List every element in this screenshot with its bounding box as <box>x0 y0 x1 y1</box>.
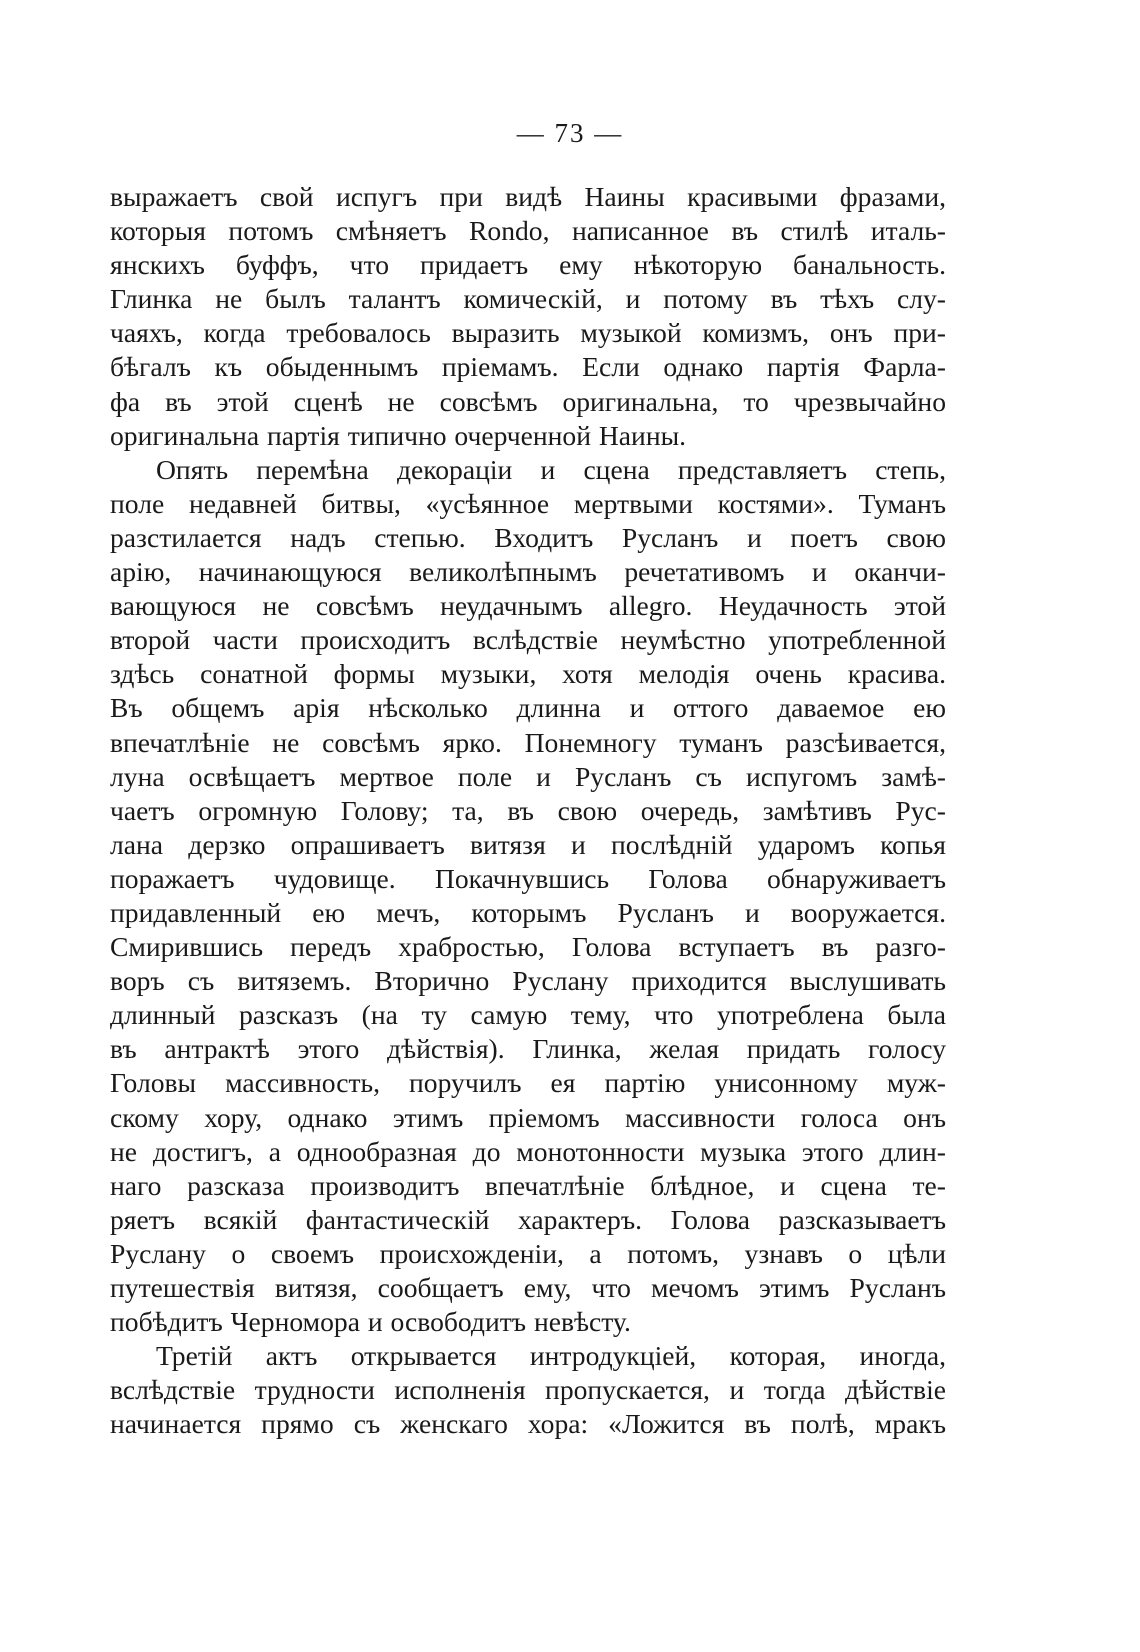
text-line: Третій актъ открывается интродукціей, которая, иногда, <box>156 1340 946 1372</box>
text-line: Глинка не былъ талантъ комическій, и потому въ тѣхъ слу- <box>110 283 946 315</box>
text-line: янскихъ буффъ, что придаетъ ему нѣкоторую банальность. <box>110 249 946 281</box>
text-line: не достигъ, а однообразная до монотонности музыка этого длин- <box>110 1135 946 1167</box>
text-line: воръ съ витяземъ. Вторично Руслану приходится выслушивать <box>110 965 946 997</box>
page-number: — 73 — <box>516 118 624 148</box>
text-line: чаяхъ, когда требовалось выразить музыкой комизмъ, онъ при- <box>110 317 946 349</box>
text-line: чаетъ огромную Голову; та, въ свою очередь, замѣтивъ Рус- <box>110 794 946 826</box>
paragraph-3 <box>110 1339 946 1441</box>
text-line: второй части происходитъ вслѣдствіе неумѣстно употребленной <box>110 624 946 656</box>
text-line: начинается прямо съ женскаго хора: «Ложится въ полѣ, мракъ <box>110 1408 946 1440</box>
text-line: путешествія витязя, сообщаетъ ему, что мечомъ этимъ Русланъ <box>110 1272 946 1303</box>
text-line: выражаетъ свой испугъ при видѣ Наины красивыми фразами, <box>110 181 946 212</box>
text-line: вслѣдствіе трудности исполненія пропускается, и тогда дѣйствіе <box>110 1374 946 1406</box>
text-line: фа въ этой сценѣ не совсѣмъ оригинальна, то чрезвычайно <box>110 385 946 417</box>
text-line: Въ общемъ арія нѣсколько длинна и оттого даваемое ею <box>110 692 946 724</box>
text-line: арію, начинающуюся великолѣпнымъ речетативомъ и оканчи- <box>110 556 946 588</box>
text-line: оригинальна партія типично очерченной Наины. <box>110 419 687 451</box>
text-line: здѣсь сонатной формы музыки, хотя мелодія очень красива. <box>110 658 946 690</box>
text-line: побѣдитъ Черномора и освободитъ невѣсту. <box>110 1306 631 1338</box>
text-line: бѣгалъ къ обыденнымъ пріемамъ. Если однако партія Фарла- <box>110 351 946 383</box>
text-line: Опять перемѣна декораціи и сцена представляетъ степь, <box>156 453 946 485</box>
text-line: вающуюся не совсѣмъ неудачнымъ allegro. Неудачность этой <box>110 590 946 622</box>
text-line: Руслану о своемъ происхожденіи, а потомъ, узнавъ о цѣли <box>110 1237 946 1269</box>
text-line: поле недавней битвы, «усѣянное мертвыми костями». Туманъ <box>110 487 946 519</box>
text-line: которыя потомъ смѣняетъ Rondo, написанное въ стилѣ италь- <box>110 215 946 247</box>
paragraph-1 <box>110 180 946 453</box>
text-line: Головы массивность, поручилъ ея партію унисонному муж- <box>110 1067 946 1099</box>
text-line: поражаетъ чудовище. Покачнувшись Голова обнаруживаетъ <box>110 862 946 894</box>
text-line: впечатлѣніе не совсѣмъ ярко. Понемногу туманъ разсѣивается, <box>110 726 946 758</box>
text-line: придавленный ею мечъ, которымъ Русланъ и вооружается. <box>110 896 946 928</box>
paragraph-2 <box>110 453 946 1339</box>
text-line: скому хору, однако этимъ пріемомъ массивности голоса онъ <box>110 1101 946 1133</box>
text-line: длинный разсказъ (на ту самую тему, что употреблена была <box>110 999 946 1031</box>
text-line: ряетъ всякій фантастическій характеръ. Голова разсказываетъ <box>110 1203 946 1235</box>
text-line: лана дерзко опрашиваетъ витязя и послѣдній ударомъ копья <box>110 828 946 860</box>
text-line: въ антрактѣ этого дѣйствія). Глинка, желая придать голосу <box>110 1033 946 1065</box>
text-line: наго разсказа производитъ впечатлѣніе блѣдное, и сцена те- <box>110 1169 946 1201</box>
text-line: Смирившись передъ храбростью, Голова вступаетъ въ разго- <box>110 931 946 963</box>
text-line: разстилается надъ степью. Входитъ Русланъ и поетъ свою <box>110 521 946 553</box>
text-line: луна освѣщаетъ мертвое поле и Русланъ съ испугомъ замѣ- <box>110 760 946 792</box>
page-text <box>110 180 946 1441</box>
